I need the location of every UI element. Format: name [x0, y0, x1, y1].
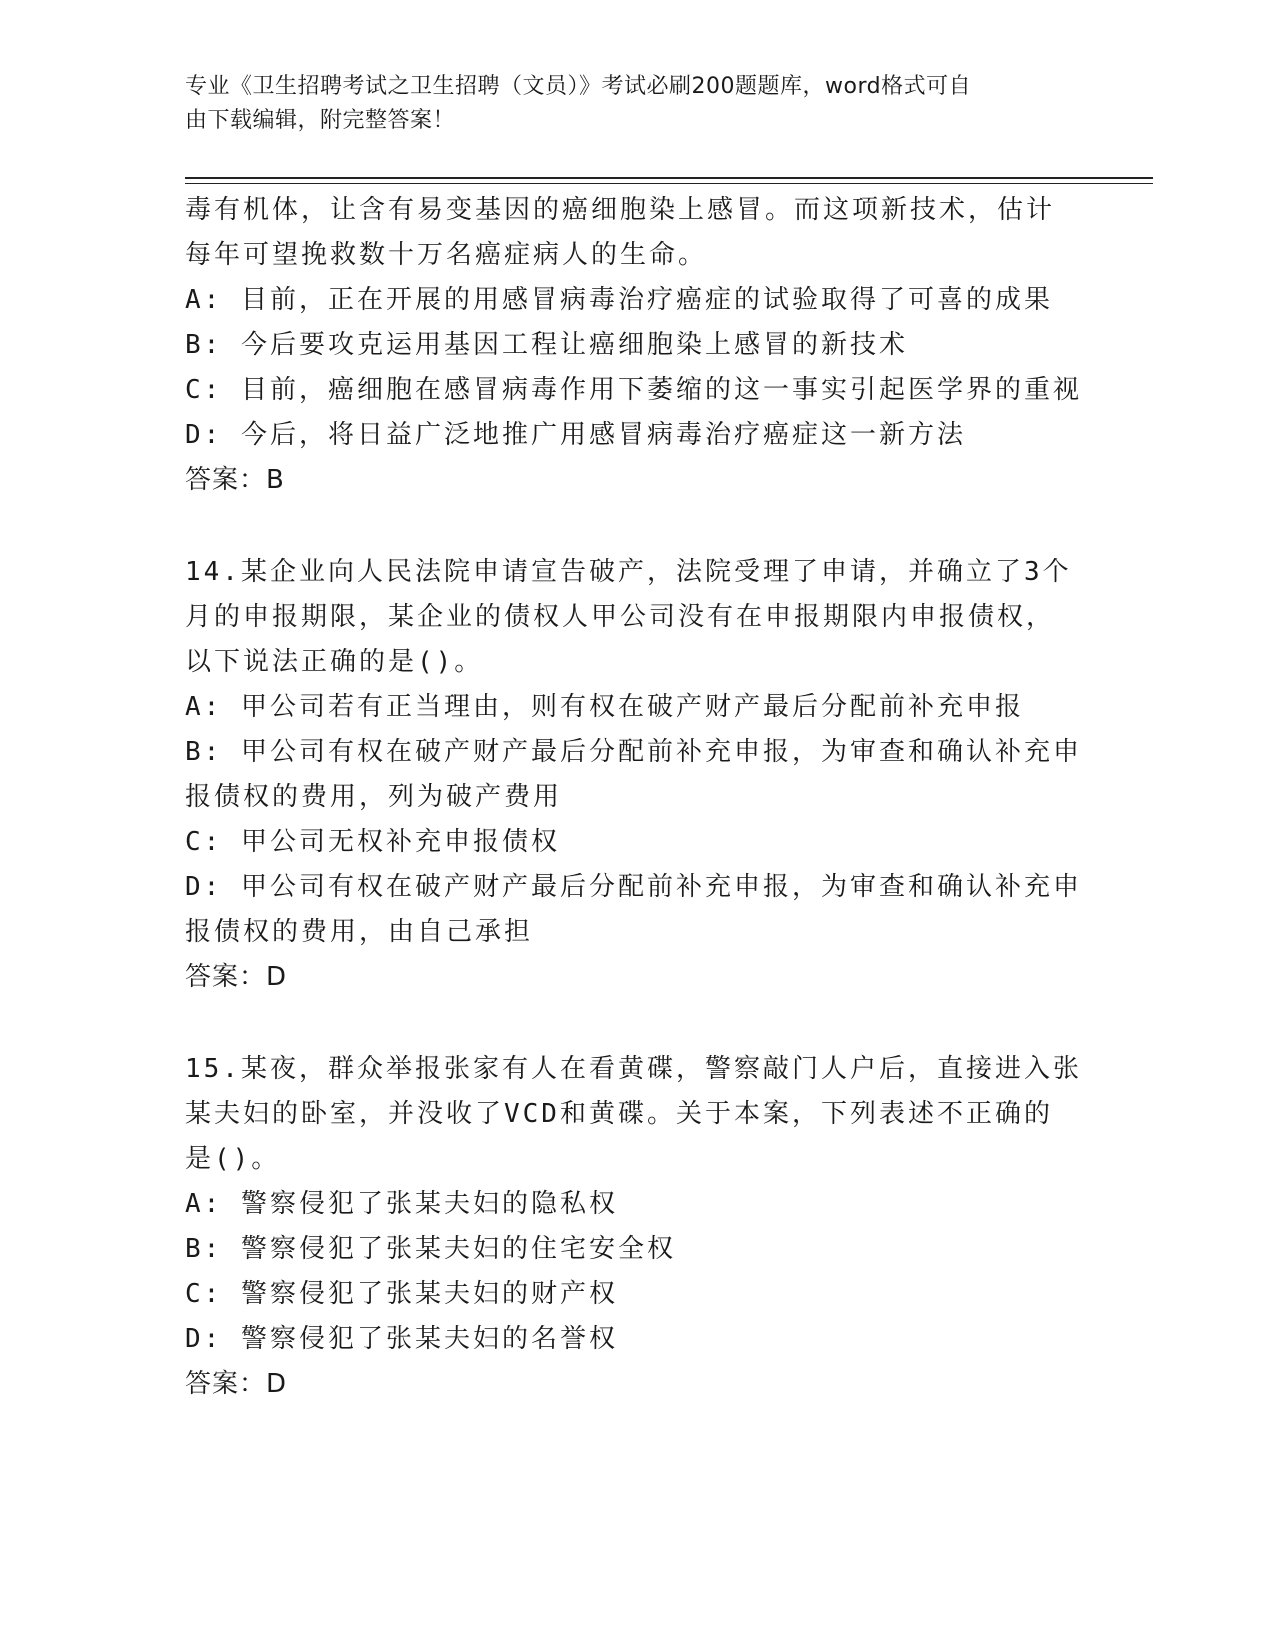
question-15: [185, 1047, 1085, 1407]
question-stem-line: 是()。: [185, 1144, 281, 1174]
question-stem-line: 毒有机体，让含有易变基因的癌细胞染上感冒。而这项新技术，估计: [185, 195, 1056, 225]
header-divider-thin: [185, 183, 1153, 184]
option-b: B: 甲公司有权在破产财产最后分配前补充申报，为审查和确认补充申: [185, 737, 1082, 767]
header-divider-thick: [185, 177, 1153, 179]
answer-label: 答案：D: [185, 1369, 288, 1399]
document-header: [185, 70, 1075, 138]
question-14: [185, 550, 1085, 1000]
option-d: D: 警察侵犯了张某夫妇的名誉权: [185, 1324, 618, 1354]
option-b-continued: 报债权的费用，列为破产费用: [185, 782, 563, 812]
question-stem-line: 月的申报期限，某企业的债权人甲公司没有在申报期限内申报债权，: [185, 602, 1056, 632]
option-b: B: 警察侵犯了张某夫妇的住宅安全权: [185, 1234, 676, 1264]
answer-label: 答案：D: [185, 962, 288, 992]
question-spacer: [185, 503, 1085, 550]
question-stem-line: 以下说法正确的是()。: [185, 647, 484, 677]
option-d: D: 今后，将日益广泛地推广用感冒病毒治疗癌症这一新方法: [185, 420, 966, 450]
question-stem-line: 14.某企业向人民法院申请宣告破产，法院受理了申请，并确立了3个: [185, 557, 1072, 587]
option-a: A: 目前，正在开展的用感冒病毒治疗癌症的试验取得了可喜的成果: [185, 285, 1053, 315]
question-stem-line: 某夫妇的卧室，并没收了VCD和黄碟。关于本案，下列表述不正确的: [185, 1099, 1053, 1129]
answer-label: 答案：B: [185, 465, 285, 495]
question-stem-line: 每年可望挽救数十万名癌症病人的生命。: [185, 240, 708, 270]
option-c: C: 警察侵犯了张某夫妇的财产权: [185, 1279, 618, 1309]
option-d-continued: 报债权的费用，由自己承担: [185, 917, 534, 947]
option-b: B: 今后要攻克运用基因工程让癌细胞染上感冒的新技术: [185, 330, 908, 360]
header-line-1: 专业《卫生招聘考试之卫生招聘（文员）》考试必刷200题题库，word格式可自: [185, 74, 972, 99]
option-a: A: 警察侵犯了张某夫妇的隐私权: [185, 1189, 618, 1219]
option-d: D: 甲公司有权在破产财产最后分配前补充申报，为审查和确认补充申: [185, 872, 1082, 902]
question-13: [185, 188, 1085, 503]
header-line-2: 由下载编辑，附完整答案！: [185, 108, 456, 133]
option-c: C: 目前，癌细胞在感冒病毒作用下萎缩的这一事实引起医学界的重视: [185, 375, 1082, 405]
document-body: [185, 188, 1085, 1407]
question-spacer: [185, 1000, 1085, 1047]
option-c: C: 甲公司无权补充申报债权: [185, 827, 560, 857]
option-a: A: 甲公司若有正当理由，则有权在破产财产最后分配前补充申报: [185, 692, 1024, 722]
question-stem-line: 15.某夜，群众举报张家有人在看黄碟，警察敲门人户后，直接进入张: [185, 1054, 1082, 1084]
